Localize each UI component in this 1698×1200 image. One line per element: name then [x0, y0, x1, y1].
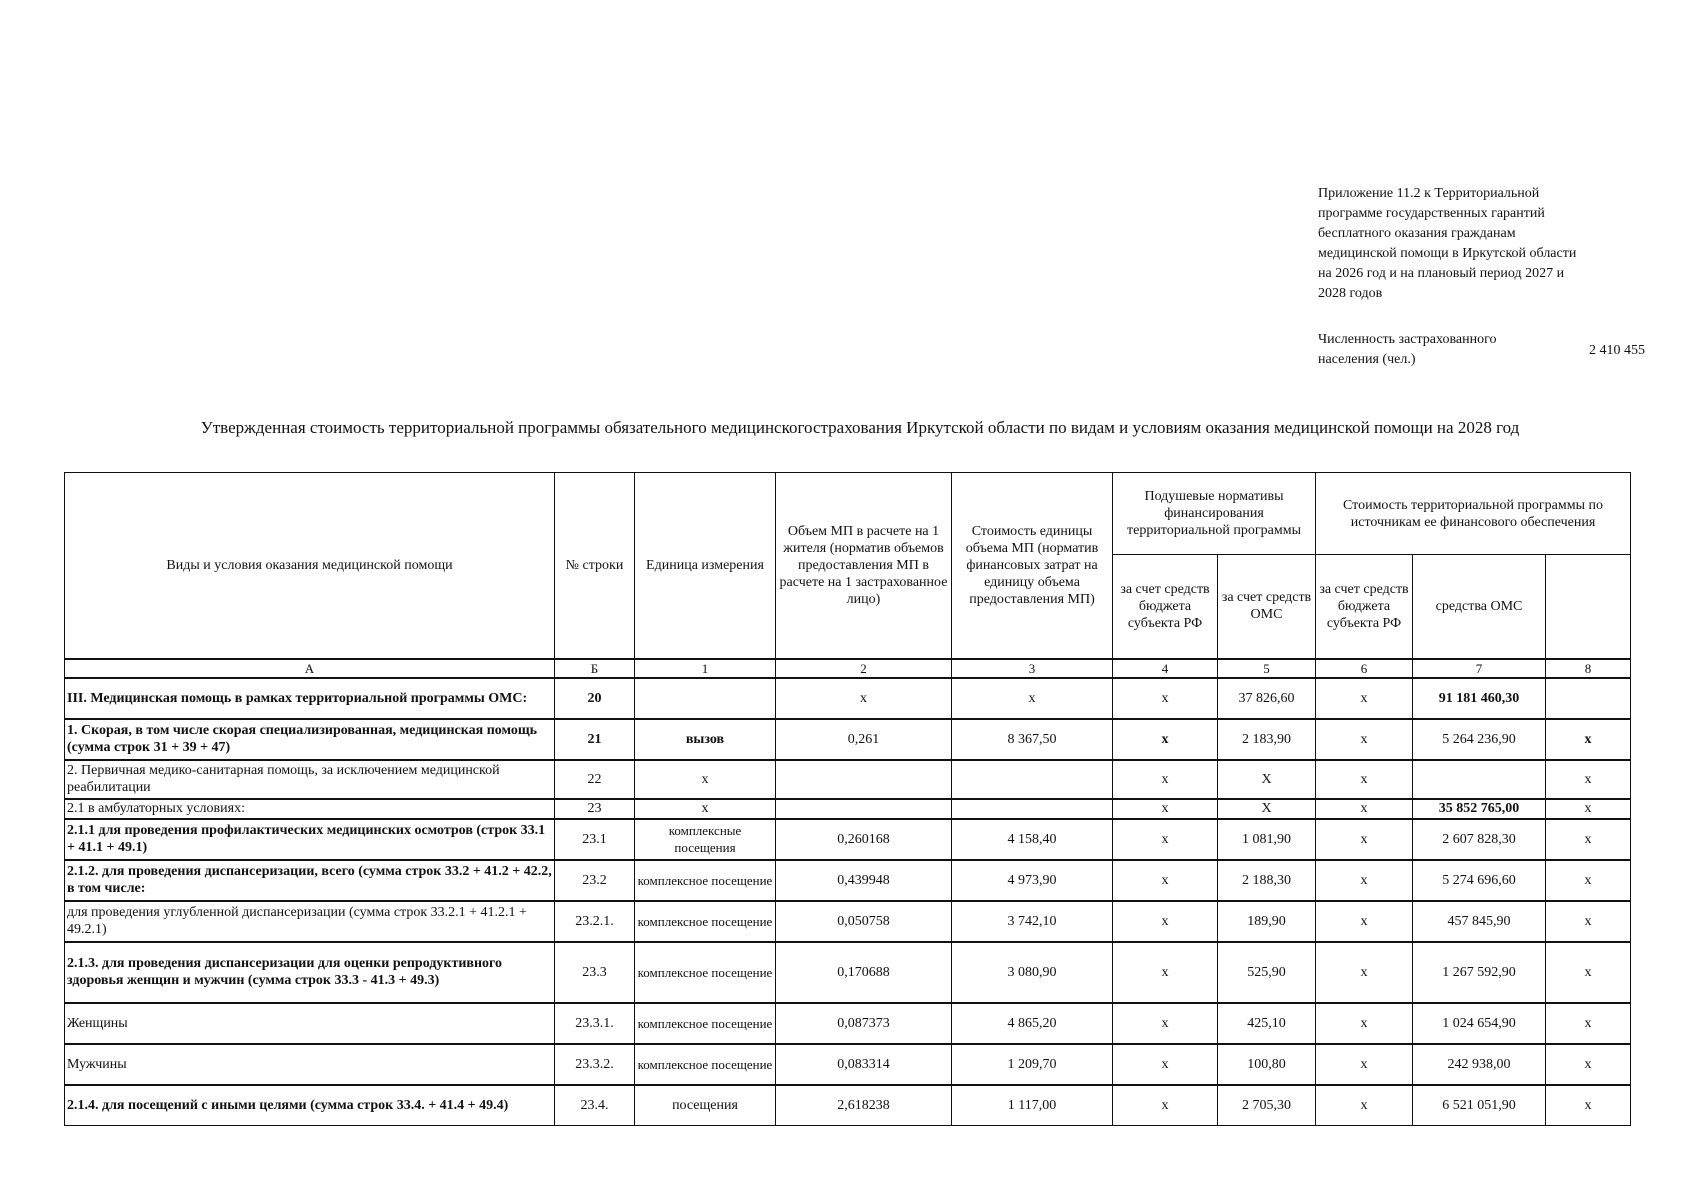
header-volume: Объем МП в расчете на 1 жителя (норматив объемов предоставления МП в расчете на 1 застрахованное лицо)	[776, 473, 952, 659]
insured-label-line: Численность застрахованного	[1318, 332, 1497, 347]
cell-oms-2: 457 845,90	[1413, 901, 1546, 942]
cell-name: 2.1.2. для проведения диспансеризации, всего (сумма строк 33.2 + 41.2 + 42.2, в том числе:	[65, 860, 555, 901]
cell-unit: комплексное посещение	[635, 1044, 776, 1085]
cell-volume: 0,439948	[776, 860, 952, 901]
cell-name: для проведения углубленной диспансеризации (сумма строк 33.2.1 + 41.2.1 + 49.2.1)	[65, 901, 555, 942]
column-code: 5	[1218, 659, 1316, 678]
column-code: Б	[555, 659, 635, 678]
cell-volume: х	[776, 678, 952, 719]
cell-oms-2: 1 267 592,90	[1413, 942, 1546, 1003]
table-row	[65, 799, 1631, 819]
cell-oms-1: 2 188,30	[1218, 860, 1316, 901]
table-row	[65, 719, 1631, 760]
cell-budget-rf-2: х	[1316, 1044, 1413, 1085]
cell-col-8: х	[1546, 760, 1631, 799]
cell-col-8: х	[1546, 719, 1631, 760]
cell-budget-rf-2: х	[1316, 678, 1413, 719]
appendix-line: 2028 годов	[1318, 286, 1383, 301]
header-unit-cost: Стоимость единицы объема МП (норматив финансовых затрат на единицу объема предоставления МП)	[952, 473, 1113, 659]
cell-unit-cost: 4 973,90	[952, 860, 1113, 901]
cell-row-no: 22	[555, 760, 635, 799]
cell-col-8: х	[1546, 860, 1631, 901]
header-unit: Единица измерения	[635, 473, 776, 659]
cell-unit-cost: 3 080,90	[952, 942, 1113, 1003]
cell-volume: 0,260168	[776, 819, 952, 860]
table-row	[65, 1003, 1631, 1044]
cell-volume: 0,050758	[776, 901, 952, 942]
cost-table	[64, 472, 1631, 1126]
cell-name: Женщины	[65, 1003, 555, 1044]
cell-row-no: 23.2.1.	[555, 901, 635, 942]
cell-budget-rf-1: х	[1113, 799, 1218, 819]
cell-oms-1: 425,10	[1218, 1003, 1316, 1044]
cell-volume	[776, 760, 952, 799]
cell-col-8: х	[1546, 1003, 1631, 1044]
cell-oms-2: 2 607 828,30	[1413, 819, 1546, 860]
appendix-line: бесплатного оказания гражданам	[1318, 226, 1516, 241]
cell-volume	[776, 799, 952, 819]
cell-oms-2	[1413, 760, 1546, 799]
cell-unit-cost	[952, 799, 1113, 819]
column-code: А	[65, 659, 555, 678]
cell-row-no: 23.1	[555, 819, 635, 860]
header-cost-group: Стоимость территориальной программы по источникам ее финансового обеспечения	[1316, 473, 1631, 555]
cell-budget-rf-1: х	[1113, 942, 1218, 1003]
column-code: 6	[1316, 659, 1413, 678]
cell-row-no: 21	[555, 719, 635, 760]
insured-label	[1318, 330, 1543, 370]
cell-unit-cost: 8 367,50	[952, 719, 1113, 760]
cell-unit-cost: 1 209,70	[952, 1044, 1113, 1085]
cell-name: 2.1 в амбулаторных условиях:	[65, 799, 555, 819]
cell-budget-rf-2: х	[1316, 1085, 1413, 1126]
cell-budget-rf-1: х	[1113, 1044, 1218, 1085]
cell-col-8: х	[1546, 1085, 1631, 1126]
table-row	[65, 942, 1631, 1003]
cell-budget-rf-2: х	[1316, 799, 1413, 819]
cell-unit: комплексное посещение	[635, 1003, 776, 1044]
cell-budget-rf-1: х	[1113, 760, 1218, 799]
cell-col-8: х	[1546, 1044, 1631, 1085]
cell-row-no: 23.3.1.	[555, 1003, 635, 1044]
cell-col-8	[1546, 678, 1631, 719]
cell-budget-rf-2: х	[1316, 719, 1413, 760]
table-row	[65, 760, 1631, 799]
cell-unit-cost: х	[952, 678, 1113, 719]
cell-name: 2.1.3. для проведения диспансеризации для оценки репродуктивного здоровья женщин и мужчин (сумма строк 33.3 - 41.3 + 49.3)	[65, 942, 555, 1003]
cell-oms-1: 525,90	[1218, 942, 1316, 1003]
cell-oms-1: Х	[1218, 799, 1316, 819]
cell-unit: комплексное посещение	[635, 901, 776, 942]
cell-volume: 0,261	[776, 719, 952, 760]
cell-volume: 0,087373	[776, 1003, 952, 1044]
cell-unit: комплексное посещение	[635, 942, 776, 1003]
cell-unit-cost: 3 742,10	[952, 901, 1113, 942]
cell-name: 2.1.1 для проведения профилактических медицинских осмотров (строк 33.1 + 41.1 + 49.1)	[65, 819, 555, 860]
cell-oms-1: 2 705,30	[1218, 1085, 1316, 1126]
cell-oms-2: 5 274 696,60	[1413, 860, 1546, 901]
header-name: Виды и условия оказания медицинской помощи	[65, 473, 555, 659]
cell-row-no: 23.2	[555, 860, 635, 901]
cell-name: III. Медицинская помощь в рамках территориальной программы ОМС:	[65, 678, 555, 719]
cell-unit: вызов	[635, 719, 776, 760]
cell-col-8: х	[1546, 819, 1631, 860]
cell-budget-rf-1: х	[1113, 1003, 1218, 1044]
insured-value: 2 410 455	[1589, 343, 1645, 358]
table-row	[65, 819, 1631, 860]
cell-unit-cost	[952, 760, 1113, 799]
cell-name: 2. Первичная медико-санитарная помощь, за исключением медицинской реабилитации	[65, 760, 555, 799]
cell-col-8: х	[1546, 901, 1631, 942]
cell-unit: комплексное посещение	[635, 860, 776, 901]
appendix-line: на 2026 год и на плановый период 2027 и	[1318, 266, 1565, 281]
cell-unit	[635, 678, 776, 719]
appendix-line: программе государственных гарантий	[1318, 206, 1545, 221]
cell-budget-rf-2: х	[1316, 860, 1413, 901]
cell-row-no: 23.3	[555, 942, 635, 1003]
table-row	[65, 678, 1631, 719]
table-row	[65, 860, 1631, 901]
cell-volume: 0,170688	[776, 942, 952, 1003]
cell-budget-rf-2: х	[1316, 819, 1413, 860]
header-budget-rf-1: за счет средств бюджета субъекта РФ	[1113, 555, 1218, 659]
cell-budget-rf-1: х	[1113, 719, 1218, 760]
cell-oms-2: 5 264 236,90	[1413, 719, 1546, 760]
table-row	[65, 901, 1631, 942]
insured-population	[1318, 330, 1648, 370]
cell-unit: комплексные посещения	[635, 819, 776, 860]
cell-unit: х	[635, 799, 776, 819]
table-row	[65, 1044, 1631, 1085]
cell-budget-rf-2: х	[1316, 942, 1413, 1003]
cell-unit-cost: 4 158,40	[952, 819, 1113, 860]
cell-oms-1: 2 183,90	[1218, 719, 1316, 760]
header-row-no: № строки	[555, 473, 635, 659]
cell-oms-1: 100,80	[1218, 1044, 1316, 1085]
header-oms-1: за счет средств ОМС	[1218, 555, 1316, 659]
cell-unit-cost: 1 117,00	[952, 1085, 1113, 1126]
cell-col-8: х	[1546, 799, 1631, 819]
cell-name: Мужчины	[65, 1044, 555, 1085]
cell-row-no: 23.4.	[555, 1085, 635, 1126]
cell-budget-rf-2: х	[1316, 901, 1413, 942]
cell-oms-1: 1 081,90	[1218, 819, 1316, 860]
cell-budget-rf-2: х	[1316, 760, 1413, 799]
header-oms-2: средства ОМС	[1413, 555, 1546, 659]
cell-budget-rf-1: х	[1113, 819, 1218, 860]
table-row	[65, 1085, 1631, 1126]
cell-oms-2: 6 521 051,90	[1413, 1085, 1546, 1126]
cell-budget-rf-1: х	[1113, 678, 1218, 719]
cell-volume: 2,618238	[776, 1085, 952, 1126]
column-code: 1	[635, 659, 776, 678]
column-code: 4	[1113, 659, 1218, 678]
cell-name: 2.1.4. для посещений с иными целями (сумма строк 33.4. + 41.4 + 49.4)	[65, 1085, 555, 1126]
insured-label-line: населения (чел.)	[1318, 352, 1416, 367]
cell-name: 1. Скорая, в том числе скорая специализированная, медицинская помощь (сумма строк 31 + 39 + 47)	[65, 719, 555, 760]
cell-budget-rf-1: х	[1113, 1085, 1218, 1126]
cell-oms-2: 242 938,00	[1413, 1044, 1546, 1085]
column-code: 8	[1546, 659, 1631, 678]
appendix-line: медицинской помощи в Иркутской области	[1318, 246, 1577, 261]
cell-budget-rf-1: х	[1113, 860, 1218, 901]
cell-oms-2: 91 181 460,30	[1413, 678, 1546, 719]
column-code: 2	[776, 659, 952, 678]
column-code: 3	[952, 659, 1113, 678]
cell-row-no: 20	[555, 678, 635, 719]
cell-row-no: 23	[555, 799, 635, 819]
table-header	[65, 473, 1631, 678]
cell-col-8: х	[1546, 942, 1631, 1003]
header-per-capita-group: Подушевые нормативы финансирования территориальной программы	[1113, 473, 1316, 555]
cell-unit-cost: 4 865,20	[952, 1003, 1113, 1044]
cell-oms-2: 1 024 654,90	[1413, 1003, 1546, 1044]
cell-budget-rf-1: х	[1113, 901, 1218, 942]
cell-oms-1: Х	[1218, 760, 1316, 799]
cell-row-no: 23.3.2.	[555, 1044, 635, 1085]
cell-unit: х	[635, 760, 776, 799]
appendix-line: Приложение 11.2 к Территориальной	[1318, 186, 1540, 201]
document-title: Утвержденная стоимость территориальной программы обязательного медицинскогострахования Иркутской области по видам и условиям оказания медицинской помощи на 2028 год	[200, 418, 1520, 437]
cell-oms-1: 189,90	[1218, 901, 1316, 942]
header-budget-rf-2: за счет средств бюджета субъекта РФ	[1316, 555, 1413, 659]
cell-oms-1: 37 826,60	[1218, 678, 1316, 719]
table-body	[65, 678, 1631, 1126]
cell-unit: посещения	[635, 1085, 776, 1126]
cell-budget-rf-2: х	[1316, 1003, 1413, 1044]
header-col-8	[1546, 555, 1631, 659]
column-code: 7	[1413, 659, 1546, 678]
appendix-note	[1318, 184, 1628, 304]
cell-oms-2: 35 852 765,00	[1413, 799, 1546, 819]
cell-volume: 0,083314	[776, 1044, 952, 1085]
